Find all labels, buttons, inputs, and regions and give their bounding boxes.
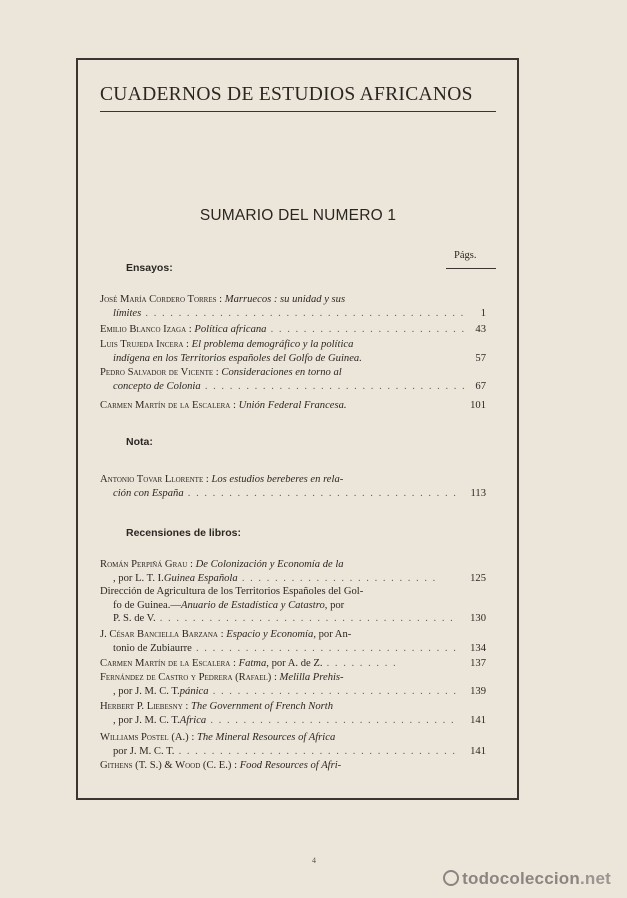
toc-page-number: 141 bbox=[470, 745, 486, 757]
toc-page-number: 113 bbox=[470, 487, 486, 499]
toc-entry-line bbox=[100, 293, 486, 307]
toc-entry-line bbox=[100, 323, 486, 337]
toc-entry-line bbox=[100, 685, 486, 699]
toc-text: P. S. de V. bbox=[113, 613, 156, 624]
toc-entry-line bbox=[100, 399, 486, 413]
toc-entry-line bbox=[100, 558, 486, 572]
toc-entry-line bbox=[100, 366, 486, 380]
toc-entry bbox=[100, 323, 486, 337]
toc-author: Pedro Salvador de Vicente : bbox=[100, 367, 222, 378]
toc-entry bbox=[100, 473, 486, 500]
toc-leader: . . . . . . . . . . . . . . . . . . . . . . . . bbox=[266, 324, 466, 335]
toc-text: , por A. de Z. bbox=[266, 658, 323, 669]
toc-text: , por An- bbox=[313, 629, 352, 640]
toc-title: concepto de Colonia bbox=[113, 380, 201, 392]
toc-entry-line bbox=[100, 473, 486, 487]
toc-entry-line bbox=[100, 487, 486, 501]
toc-entry bbox=[100, 731, 486, 758]
toc-leader: . . . . . . . . . . . . . . . . . . . . . . . . . . . . . . . . . . bbox=[174, 745, 457, 757]
toc-page-number: 1 bbox=[480, 307, 486, 319]
toc-entry bbox=[100, 558, 486, 585]
toc-title: Anuario de Estadística y Catastro bbox=[180, 599, 325, 611]
toc-title: Fatma bbox=[238, 658, 267, 669]
toc-page-number: 139 bbox=[470, 685, 486, 697]
toc-entry bbox=[100, 657, 486, 671]
toc-leader: . . . . . . . . . . . . . . . . . . . . . . . . bbox=[237, 572, 437, 584]
toc-leader: . . . . . . . . . . . . . . . . . . . . . . . . . . . . . . bbox=[208, 685, 458, 697]
toc-page-number: 130 bbox=[470, 613, 486, 624]
toc-text: por J. M. C. T. bbox=[113, 745, 175, 757]
toc-title: Política africana bbox=[194, 324, 267, 335]
toc-title: pánica bbox=[179, 685, 209, 697]
toc-entry-line bbox=[100, 380, 486, 394]
toc-author: Githens (T. S.) & Wood (C. E.) : bbox=[100, 760, 240, 771]
toc-leader: . . . . . . . . . . . . . . . . . . . . . . . . . . . . . . . . . . . . bbox=[155, 613, 455, 624]
toc-page-number: 137 bbox=[470, 658, 486, 669]
watermark bbox=[443, 869, 611, 889]
toc-entry-line bbox=[100, 657, 486, 671]
toc-entry-line bbox=[100, 759, 486, 773]
toc-entry-line bbox=[100, 599, 486, 613]
toc-leader: . . . . . . . . . . . . . . . . . . . . . . . . . . . . . . . . bbox=[200, 380, 467, 392]
toc-author: J. César Banciella Barzana : bbox=[100, 629, 227, 640]
watermark-logo-icon bbox=[443, 870, 459, 886]
toc-title: Unión Federal Francesa. bbox=[238, 400, 347, 411]
toc-title: Guinea Española bbox=[163, 572, 238, 584]
toc-leader: . . . . . . . . . . . . . . . . . . . . . . . . . . . . . . . . bbox=[191, 642, 458, 654]
toc-entry bbox=[100, 759, 486, 773]
toc-leader: . . . . . . . . . . . . . . . . . . . . . . . . . . . . . . . . . bbox=[183, 487, 458, 499]
toc-leader: . . . . . . . . . . . . . . . . . . . . . . . . . . . . . . . . . . . . . . . bbox=[141, 307, 465, 319]
toc-page-number: 57 bbox=[475, 352, 486, 364]
toc-entry-line bbox=[100, 338, 486, 352]
toc-title: El problema demográfico y la política bbox=[191, 339, 354, 350]
toc-text: , por J. M. C. T. bbox=[113, 714, 180, 726]
toc-author: Herbert P. Liebesny : bbox=[100, 701, 191, 712]
toc-entry-line bbox=[100, 642, 486, 656]
watermark-tld: .net bbox=[579, 869, 611, 888]
toc-text: Dirección de Agricultura de los Territorios Españoles del Gol- bbox=[100, 586, 364, 597]
toc-text: , por J. M. C. T. bbox=[113, 685, 180, 697]
toc-author: Carmen Martín de la Escalera : bbox=[100, 658, 239, 669]
toc-entry-line bbox=[100, 612, 486, 626]
journal-title: CUADERNOS DE ESTUDIOS AFRICANOS bbox=[100, 84, 473, 105]
toc-page-number: 134 bbox=[470, 642, 486, 654]
toc-title: The Government of French North bbox=[191, 701, 334, 712]
section-nota: Nota: bbox=[126, 436, 153, 448]
section-recensiones: Recensiones de libros: bbox=[126, 527, 241, 539]
toc-leader: . . . . . . . . . . . . . . . . . . . . . . . . . . . . . . bbox=[206, 714, 456, 726]
pages-column-rule bbox=[446, 268, 496, 269]
toc-text: tonio de Zubiaurre bbox=[113, 642, 192, 654]
toc-entry-line bbox=[100, 572, 486, 586]
toc-author: Carmen Martín de la Escalera : bbox=[100, 400, 239, 411]
toc-entry bbox=[100, 628, 486, 655]
toc-author: Fernández de Castro y Pedrera (Rafael) : bbox=[100, 672, 280, 683]
watermark-brand: todocoleccion bbox=[462, 869, 580, 888]
section-ensayos: Ensayos: bbox=[126, 262, 173, 274]
toc-entry bbox=[100, 585, 486, 626]
toc-entry-line bbox=[100, 628, 486, 642]
toc-entry-line bbox=[100, 671, 486, 685]
toc-page-number: 141 bbox=[470, 714, 486, 726]
toc-entry-line bbox=[100, 745, 486, 759]
toc-title: Espacio y Economía bbox=[226, 629, 314, 640]
toc-text: , por L. T. I. bbox=[113, 572, 164, 584]
toc-entry-line bbox=[100, 714, 486, 728]
toc-title: límites bbox=[113, 307, 142, 319]
toc-title: The Mineral Resources of Africa bbox=[196, 732, 336, 743]
toc-author: Román Perpiñá Grau : bbox=[100, 559, 196, 570]
toc-author: Williams Postel (A.) : bbox=[100, 732, 197, 743]
toc-title: Food Resources of Afri- bbox=[239, 760, 342, 771]
toc-author: Antonio Tovar Llorente : bbox=[100, 474, 212, 485]
toc-title: ción con España bbox=[113, 487, 184, 499]
toc-title: Consideraciones en torno al bbox=[221, 367, 342, 378]
toc-page-number: 67 bbox=[475, 380, 486, 392]
toc-entry-line bbox=[100, 352, 486, 366]
toc-page-number: 125 bbox=[470, 572, 486, 584]
toc-text: , por bbox=[324, 599, 345, 611]
toc-entry bbox=[100, 671, 486, 698]
toc-entry-line bbox=[100, 731, 486, 745]
toc-title: Africa bbox=[179, 714, 207, 726]
toc-title: Melilla Prehis- bbox=[279, 672, 344, 683]
page-mark: 4 bbox=[312, 856, 316, 865]
toc-entry bbox=[100, 700, 486, 727]
pages-column-label: Págs. bbox=[454, 250, 477, 261]
toc-page-number: 101 bbox=[470, 400, 486, 411]
summary-title: SUMARIO DEL NUMERO 1 bbox=[199, 207, 397, 224]
toc-title: Los estudios bereberes en rela- bbox=[211, 474, 344, 485]
toc-title: De Colonización y Economía de la bbox=[195, 559, 344, 570]
toc-author: Luis Trujeda Incera : bbox=[100, 339, 192, 350]
toc-page-number: 43 bbox=[475, 324, 486, 335]
toc-entry-line bbox=[100, 585, 486, 599]
toc-entry bbox=[100, 338, 486, 365]
toc-entry-line bbox=[100, 307, 486, 321]
toc-author: José María Cordero Torres : bbox=[100, 294, 225, 305]
toc-entry bbox=[100, 399, 486, 413]
toc-entry bbox=[100, 293, 486, 320]
toc-title: Marruecos : su unidad y sus bbox=[224, 294, 346, 305]
toc-entry bbox=[100, 366, 486, 393]
toc-title: indígena en los Territorios españoles del Golfo de Guinea. bbox=[113, 352, 362, 364]
toc-leader: . . . . . . . . . bbox=[322, 658, 398, 669]
toc-author: Emilio Blanco Izaga : bbox=[100, 324, 195, 335]
toc-entry-line bbox=[100, 700, 486, 714]
header-rule bbox=[100, 111, 496, 112]
toc-text: fo de Guinea.— bbox=[113, 599, 181, 611]
